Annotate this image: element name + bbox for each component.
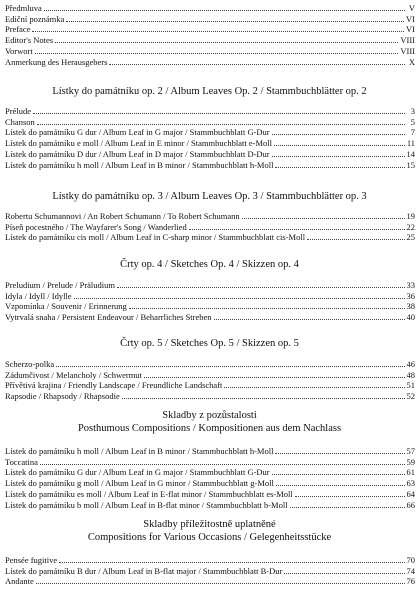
toc-entry[interactable] [5, 35, 415, 45]
toc-entry-page-number: 33 [406, 280, 415, 290]
toc-entry-title: Preludium / Prelude / Präludium [5, 280, 116, 290]
toc-entry[interactable] [5, 380, 415, 390]
section-heading: Skladby z pozůstalosti [162, 410, 257, 421]
toc-entry-page-number: 46 [406, 359, 415, 369]
toc-entry[interactable] [5, 160, 415, 170]
toc-entry[interactable] [5, 232, 415, 242]
toc-entry[interactable] [5, 576, 415, 586]
toc-entry-page-number: 19 [406, 211, 415, 221]
toc-entry[interactable] [5, 280, 415, 290]
section-heading: Skladby příležitostně uplatněné [143, 519, 276, 530]
toc-entry-title: Chanson [5, 116, 35, 127]
dot-leader [272, 150, 405, 157]
dot-leader [36, 577, 405, 584]
dot-leader [109, 58, 405, 65]
toc-entry[interactable] [5, 138, 415, 148]
toc-entry-title: Lístek do památníku b moll / Album Leaf in B-flat minor / Stammbuchblatt b-Moll [5, 499, 288, 510]
dot-leader [35, 47, 399, 54]
toc-entry[interactable] [5, 359, 415, 369]
dot-leader [117, 281, 404, 288]
toc-entry-page-number: 38 [406, 301, 415, 312]
dot-leader [214, 313, 405, 320]
dot-leader [224, 381, 404, 388]
toc-entry-page-number: 40 [406, 312, 415, 323]
section-heading: Posthumous Compositions / Kompositionen aus dem Nachlass [77, 423, 342, 434]
dot-leader [122, 392, 405, 399]
toc-entry-title: Idyla / Idyll / Idylle [5, 290, 72, 301]
toc-entry-title: Andante [5, 576, 34, 587]
toc-entry[interactable] [5, 478, 415, 488]
toc-entry-page-number: V [408, 3, 415, 13]
toc-entry-title: Vytrvalá snaha / Persistent Endeavour / Beharrliches Streben [5, 312, 212, 323]
toc-entry-page-number: 48 [406, 369, 415, 380]
toc-entry-page-number: 5 [410, 116, 415, 127]
toc-entry-page-number: 7 [410, 127, 415, 138]
dot-leader [59, 556, 404, 563]
toc-entry-page-number: 59 [406, 456, 415, 467]
toc-entry-page-number: 15 [406, 159, 415, 170]
dot-leader [276, 479, 405, 486]
toc-entry-page-number: 22 [406, 221, 415, 232]
dot-leader [74, 292, 405, 299]
toc-entry-title: Lístek do památníku h moll / Album Leaf in B minor / Stammbuchblatt h-Moll [5, 159, 274, 170]
dot-leader [32, 25, 404, 32]
toc-entry[interactable] [5, 222, 415, 232]
toc-entry-title: Prélude [5, 106, 31, 116]
toc-entry-title: Anmerkung des Herausgebers [5, 56, 108, 67]
toc-entry-page-number: VI [406, 13, 415, 24]
toc-entry-page-number: VIII [400, 35, 415, 46]
toc-entry-title: Vorwort [5, 45, 33, 56]
toc-entry-title: Pensée fugitive [5, 555, 58, 565]
section-heading: Compositions for Various Occasions / Gelegenheitsstücke [87, 532, 332, 543]
toc-entry[interactable] [5, 446, 415, 456]
toc-entry-page-number: 70 [406, 555, 415, 565]
toc-entry-title: Editor's Notes [5, 35, 54, 46]
toc-entry[interactable] [5, 117, 415, 127]
dot-leader [44, 4, 405, 11]
dot-leader [33, 107, 405, 114]
section-heading: Lístky do památníku op. 3 / Album Leaves Op. 3 / Stammbuchblätter op. 3 [52, 191, 367, 202]
dot-leader [275, 447, 404, 454]
toc-entry-page-number: 52 [406, 391, 415, 402]
toc-entry-title: Lístek do památníku G dur / Album Leaf in G major / Stammbuchblatt G-Dur [5, 467, 270, 478]
toc-entry[interactable] [5, 211, 415, 221]
dot-leader [275, 161, 404, 168]
toc-entry-title: Scherzo-polka [5, 359, 55, 369]
dot-leader [66, 15, 404, 22]
toc-entry[interactable] [5, 555, 415, 565]
toc-entry-title: Předmluva [5, 3, 42, 13]
toc-entry-title: Lístek do památníku cis moll / Album Leaf in C-sharp minor / Stammbuchblatt cis-Moll [5, 232, 306, 243]
toc-entry[interactable] [5, 312, 415, 322]
toc-entry[interactable] [5, 370, 415, 380]
dot-leader [307, 233, 404, 240]
toc-entry-page-number: 66 [406, 499, 415, 510]
toc-entry-title: Lístek do památníku es moll / Album Leaf in E-flat minor / Stammbuchblatt es-Moll [5, 488, 293, 499]
toc-entry-page-number: 57 [406, 446, 415, 456]
toc-entry[interactable] [5, 500, 415, 510]
dot-leader [274, 139, 405, 146]
dot-leader [129, 302, 405, 309]
toc-entry[interactable] [5, 14, 415, 24]
toc-entry-page-number: 3 [410, 106, 415, 116]
section-heading: Črty op. 5 / Sketches Op. 5 / Skizzen op. 5 [120, 338, 299, 349]
toc-entry[interactable] [5, 391, 415, 401]
toc-entry-title: Lístek do památníku G dur / Album Leaf in G major / Stammbuchblatt G-Dur [5, 127, 270, 138]
toc-entry-title: Lístek do památníku g moll / Album Leaf in G minor / Stammbuchblatt g-Moll [5, 478, 274, 489]
toc-entry-page-number: VIII [400, 45, 415, 56]
toc-entry-title: Lístek do památníku D dur / Album Leaf in D major / Stammbuchblatt D-Dur [5, 148, 270, 159]
toc-entry-title: Píseň pocestného / The Wayfarer's Song / Wanderlied [5, 221, 187, 232]
toc-entry[interactable] [5, 24, 415, 34]
dot-leader [189, 223, 405, 230]
toc-entry[interactable] [5, 3, 415, 13]
toc-entry-page-number: VI [406, 24, 415, 35]
toc-entry-page-number: 64 [406, 488, 415, 499]
dot-leader [56, 360, 404, 367]
toc-entry-page-number: 36 [406, 290, 415, 301]
toc-entry-page-number: 76 [406, 576, 415, 587]
toc-entry[interactable] [5, 127, 415, 137]
toc-entry[interactable] [5, 489, 415, 499]
toc-entry[interactable] [5, 46, 415, 56]
dot-leader [144, 371, 405, 378]
toc-entry[interactable] [5, 149, 415, 159]
toc-entry-title: Přívětivá krajina / Friendly Landscape / Freundliche Landschaft [5, 380, 223, 391]
toc-entry-page-number: 11 [406, 138, 415, 149]
toc-entry-title: Preface [5, 24, 31, 35]
toc-entry-page-number: 25 [406, 232, 415, 243]
toc-entry-title: Zádumčivost / Melancholy / Schwermut [5, 369, 142, 380]
dot-leader [37, 118, 405, 125]
toc-entry-title: Robertu Schumannovi / An Robert Schumann / To Robert Schumann [5, 211, 240, 221]
toc-entry-page-number: 51 [406, 380, 415, 391]
toc-entry[interactable] [5, 106, 415, 116]
toc-entry[interactable] [5, 291, 415, 301]
toc-entry-title: Rapsodie / Rhapsody / Rhapsodie [5, 391, 120, 402]
toc-entry[interactable] [5, 57, 415, 67]
toc-entry[interactable] [5, 467, 415, 477]
toc-entry-title: Lístek do památníku e moll / Album Leaf in E minor / Stammbuchblatt e-Moll [5, 138, 272, 149]
dot-leader [284, 567, 404, 574]
toc-entry[interactable] [5, 566, 415, 576]
dot-leader [40, 458, 405, 465]
section-heading: Lístky do památníku op. 2 / Album Leaves Op. 2 / Stammbuchblätter op. 2 [52, 86, 367, 97]
dot-leader [295, 490, 405, 497]
dot-leader [242, 212, 405, 219]
toc-entry[interactable] [5, 301, 415, 311]
toc-entry-page-number: 63 [406, 478, 415, 489]
section-heading: Črty op. 4 / Sketches Op. 4 / Skizzen op. 4 [120, 259, 299, 270]
toc-entry-title: Ediční poznámka [5, 13, 65, 24]
toc-entry-page-number: 74 [406, 565, 415, 576]
toc-entry-page-number: 14 [406, 148, 415, 159]
dot-leader [290, 501, 405, 508]
dot-leader [55, 36, 398, 43]
toc-entry-title: Lístek do památníku h moll / Album Leaf in B minor / Stammbuchblatt h-Moll [5, 446, 274, 456]
toc-entry-page-number: 61 [406, 467, 415, 478]
dot-leader [272, 468, 405, 475]
toc-entry-title: Lístek do památníku B dur / Album Leaf in B-flat major / Stammbuchblatt B-Dur [5, 565, 283, 576]
toc-entry-page-number: X [408, 56, 415, 67]
toc-entry[interactable] [5, 457, 415, 467]
dot-leader [272, 128, 405, 135]
toc-entry-title: Toccatina [5, 456, 38, 467]
toc-entry-title: Vzpomínka / Souvenir / Erinnerung [5, 301, 127, 312]
